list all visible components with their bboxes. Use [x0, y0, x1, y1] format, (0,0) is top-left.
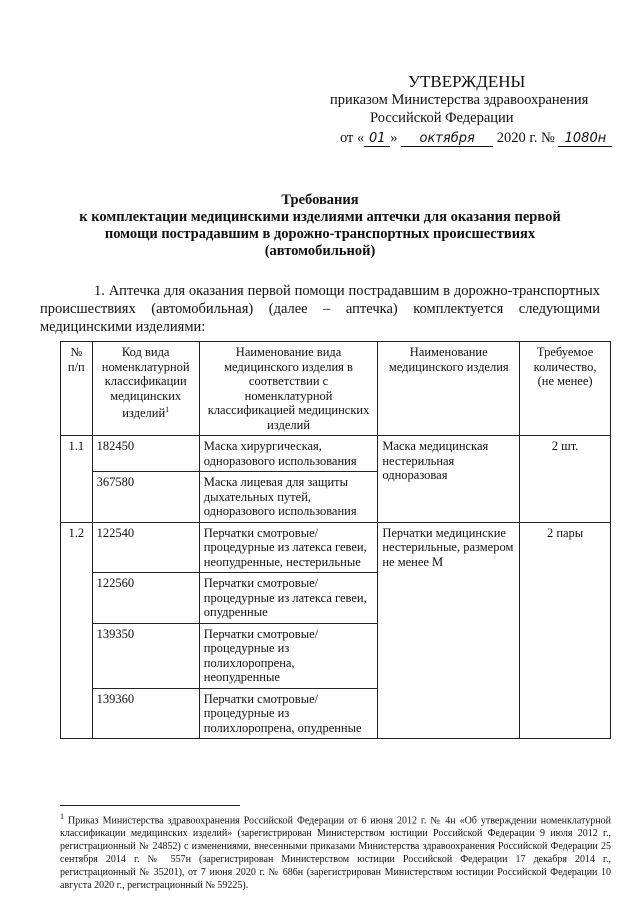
approval-country: Российской Федерации: [370, 110, 514, 126]
table-row: [61, 522, 611, 573]
row-type-name: Перчатки смотровые/процедурные из латекса гевеи, опудренные: [199, 573, 378, 624]
header-product: Наименование медицинского изделия: [378, 342, 520, 436]
row-type-name: Перчатки смотровые/процедурные из латекса гевеи, неопудренные, нестерильные: [199, 522, 378, 573]
approval-title: УТВЕРЖДЕНЫ: [408, 72, 526, 91]
row-type-name: Маска лицевая для защиты дыхательных путей, одноразового использования: [199, 472, 378, 523]
row-qty: 2 шт.: [520, 436, 611, 523]
title-line-2: к комплектации медицинскими изделиями аптечки для оказания первой: [79, 209, 561, 225]
intro-paragraph: [40, 282, 600, 336]
row-product: Маска медицинская нестерильная одноразовая: [378, 436, 520, 523]
date-prefix: от «: [340, 130, 365, 146]
approval-date-line: [340, 130, 612, 147]
header-type-name: Наименование вида медицинского изделия в соответствии с номенклатурной классификацией медицинских изделий: [199, 342, 378, 436]
row-type-name: Маска хирургическая, одноразового использования: [199, 436, 378, 472]
header-code: Код вида номенклатурной классификации медицинских изделий$^1$: [92, 342, 199, 436]
handwritten-day: 01: [364, 132, 390, 147]
row-code: 122560: [92, 573, 199, 624]
footnote-mark: 1: [165, 405, 170, 414]
footnote: [60, 810, 611, 892]
row-product: Перчатки медицинские нестерильные, размером не менее М: [378, 522, 520, 739]
handwritten-number: 1080н: [558, 132, 612, 147]
requirements-table: [60, 341, 611, 739]
date-mid: »: [390, 130, 398, 146]
row-code: 182450: [92, 436, 199, 472]
row-type-name: Перчатки смотровые/процедурные из полихлоропрена, опудренные: [199, 688, 378, 739]
title-line-3: помощи пострадавшим в дорожно-транспортных происшествиях: [104, 226, 536, 242]
row-qty: 2 пары: [520, 522, 611, 739]
date-year: 2020 г. №: [496, 130, 555, 146]
row-code: 367580: [92, 472, 199, 523]
approval-ministry: приказом Министерства здравоохранения: [330, 92, 589, 108]
row-code: 139360: [92, 688, 199, 739]
row-num: 1.2: [61, 522, 93, 739]
table-row: [61, 436, 611, 472]
row-num: 1.1: [61, 436, 93, 523]
table-header-row: [61, 342, 611, 436]
row-code: 139350: [92, 623, 199, 688]
title-line-4: (автомобильной): [264, 243, 376, 259]
row-code: 122540: [92, 522, 199, 573]
footnote-divider: [60, 805, 240, 806]
row-type-name: Перчатки смотровые/процедурные из полихлоропрена, неопудренные: [199, 623, 378, 688]
title-line-1: Требования: [281, 192, 359, 208]
footnote-number: 1: [60, 812, 64, 821]
header-num: № п/п: [61, 342, 93, 436]
footnote-text: Приказ Министерства здравоохранения Российской Федерации от 6 июня 2012 г. № 4н «Об утверждении номенклатурной классификации медицинских изделий» (зарегистрирован Министерством юстиции Российской Федерации 9 июля 2012 г., регистрационный № 24852) с изменениями, внесенными приказами Министерства здравоохранения Российской Федерации 25 сентября 2014 г. № 557н (зарегистрирован Министерством юстиции Российской Федерации 17 декабря 2014 г., регистрационный № 35201), от 7 июня 2020 г. № 686н (зарегистрирован Министерством юстиции Российской Федерации 10 августа 2020 г., регистрационный № 59225).: [60, 815, 611, 892]
intro-text: 1. Аптечка для оказания первой помощи пострадавшим в дорожно-транспортных происшествиях (автомобильная) (далее – аптечка) комплектуется следующими медицинскими изделиями:: [40, 283, 600, 335]
document-title: [40, 192, 600, 260]
header-qty: Требуемое количество, (не менее): [520, 342, 611, 436]
handwritten-month: октября: [401, 132, 493, 147]
